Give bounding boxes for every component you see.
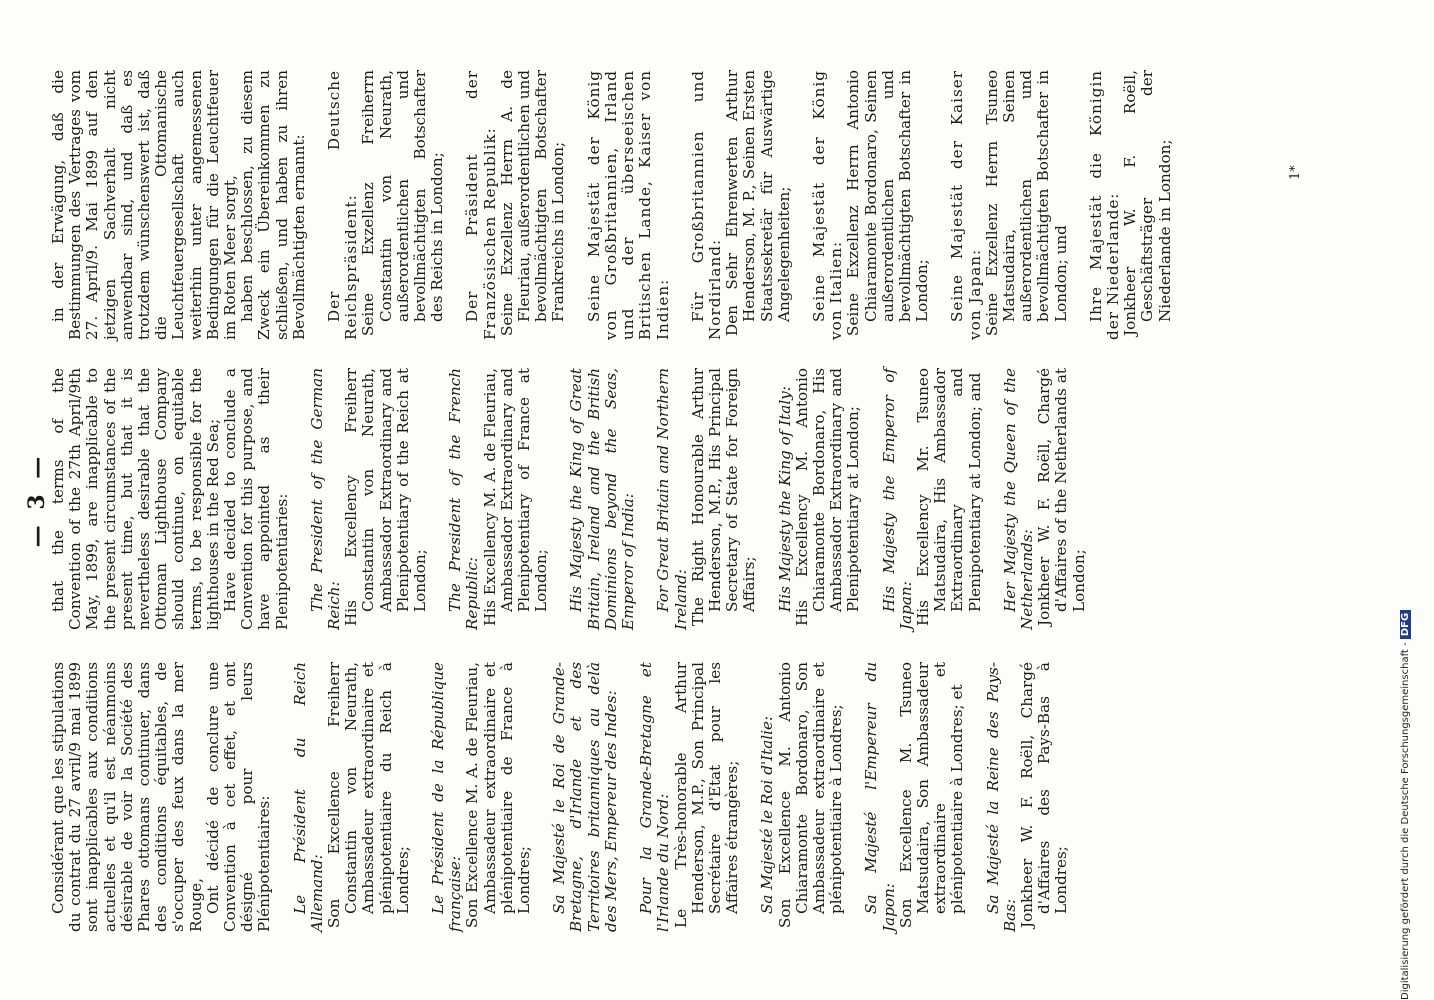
paragraph: haben beschlossen, zu diesem Zweck ein Übereinkommen zu schließen, und haben zu ihren Bevollmächtigten ernannt:	[238, 70, 308, 340]
plenipotentiary: Seine Exzellenz Freiherrn Constantin von Neurath, außerordentlichen und bevollmächtigten Botschafter des Reichs in London;	[359, 70, 447, 336]
paragraph: in der Erwägung, daß die Bestimmungen des Vertrages vom 27. April/9. Mai 1899 auf den jetzigen Sachverhalt nicht anwendbar sind, und daß es trotzdem wünschenswert ist, daß die Ottomanische Leuchtfeuergesellschaft auch weiterhin unter angemessenen Bedingungen für die Leuchtfeuer im Roten Meer sorgt,	[49, 70, 240, 340]
plenipotentiary: Seine Exzellenz Herrn Antonio Chiaramonte Bordonaro, Seinen außerordentlichen und bevollmächtigten Botschafter in London;	[844, 70, 932, 336]
plenipotentiary: His Excellency M. A. de Fleuriau, Ambassador Extraordinary and Plenipotentiary of France at London;	[480, 368, 551, 626]
sovereign-heading: His Majesty the King of Great Britain, Ireland and the British Dominions beyond the Seas, Emperor of India:	[567, 368, 638, 630]
plenipotentiary: His Excellency M. Antonio Chiaramonte Bordonaro, His Ambassador Extraordinary and Plenipotentiary at London;	[792, 368, 863, 626]
german-column	[50, 70, 1174, 340]
sovereign-heading: The President of the French Republic:	[446, 368, 482, 630]
sovereign-heading: Sa Majesté la Reine des Pays-Bas:	[983, 662, 1019, 932]
plenipotentiary: His Excellency Mr. Tsuneo Matsudaira, His Ambassador Extraordinary and Plenipotentiary at London; and	[913, 368, 984, 626]
plenipotentiary: Seine Exzellenz Herrn Tsuneo Matsudaira, Seinen außerordentlichen und bevollmächtigten Botschafter in London; und	[982, 70, 1070, 336]
sovereign-heading: Der Deutsche Reichspräsident:	[325, 70, 361, 340]
sovereign-heading: Der Präsident der Französischen Republik:	[463, 70, 499, 340]
sovereign-heading: Seine Majestät der König von Großbritannien, Irland und der überseeischen Britischen Lande, Kaiser von Indien:	[584, 70, 672, 340]
plenipotentiary: Seine Exzellenz Herrn A. de Fleuriau, außerordentlichen und bevollmächtigten Botschafter Frankreichs in London;	[497, 70, 568, 336]
paragraph: Considérant que les stipulations du contrat du 27 avril/9 mai 1899 sont inapplicables aux conditions actuelles et qu'il est néanmoins désirable de voir la Société des Phares ottomans continuer, dans des conditions équitables, de s'occuper des feux dans la mer Rouge,	[49, 662, 205, 932]
plenipotentiary: Son Excellence M. Tsuneo Matsudaira, Son Ambassadeur extraordinaire et plénipotentiaire à Londres; et	[896, 662, 967, 928]
plenipotentiary: Le Très-honorable Arthur Henderson, M.P., Son Principal Secrétaire d'Etat pour les Affaires étrangères;	[671, 662, 742, 928]
paragraph: Have decided to conclude a Convention for this purpose, and have appointed as their Plenipotentiaries:	[221, 368, 291, 630]
sovereign-heading: Für Großbritannien und Nordirland:	[688, 70, 724, 340]
plenipotentiary: His Excellency Freiherr Constantin von Neurath, Ambassador Extraordinary and Plenipotentiary of the Reich at London;	[342, 368, 430, 626]
sovereign-heading: Ihre Majestät die Königin der Niederlande:	[1086, 70, 1122, 340]
plenipotentiary: Jonkheer W. F. Roëll, Chargé d'Affaires of the Netherlands at London;	[1035, 368, 1088, 626]
sovereign-heading: Seine Majestät der König von Italien:	[809, 70, 846, 340]
french-column	[50, 662, 1071, 932]
sovereign-heading: Le Président du Reich Allemand:	[290, 662, 326, 932]
sovereign-heading: Sa Majesté le Roi de Grande-Bretagne, d'Irlande et des Territoires britanniques au delà des Mers, Empereur des Indes:	[550, 662, 620, 932]
sovereign-heading: For Great Britain and Northern Ireland:	[654, 368, 690, 630]
sovereign-heading: Pour la Grande-Bretagne et l'Irlande du Nord:	[637, 662, 673, 932]
sovereign-heading: Sa Majesté l'Empereur du Japon:	[862, 662, 898, 932]
english-column	[50, 368, 1088, 630]
page-number: — 3 —	[24, 452, 50, 548]
plenipotentiary: The Right Honourable Arthur Henderson, M.P., His Principal Secretary of State for Foreign Affairs;	[688, 368, 759, 626]
sovereign-heading: His Majesty the Emperor of Japan:	[879, 368, 915, 630]
sovereign-heading: Le Président de la République française:	[429, 662, 465, 932]
signature-mark: 1*	[1288, 165, 1303, 180]
sovereign-heading: Sa Majesté le Roi d'Italie:	[758, 715, 777, 914]
plenipotentiary: Son Excellence Freiherr Constantin von Neurath, Ambassadeur extraordinaire et plénipotentiaire du Reich à Londres;	[325, 662, 412, 928]
footer-text: Digitalisierung gefördert durch die Deutsche Forschungsgemeinschaft -	[1400, 642, 1411, 1000]
sovereign-heading: His Majesty the King of Italy:	[775, 386, 794, 612]
dfg-logo: DFG	[1400, 610, 1411, 639]
plenipotentiary: Den Sehr Ehrenwerten Arthur Henderson, M. P., Seinen Ersten Staatssekretär für Auswärtige Angelegenheiten;	[723, 70, 793, 336]
sovereign-heading: Seine Majestät der Kaiser von Japan:	[948, 70, 984, 340]
paragraph: Ont décidé de conclure une Convention à cet effet, et ont désigné pour leurs Plénipotentiaires:	[203, 662, 274, 932]
sovereign-heading: Her Majesty the Queen of the Netherlands:	[1000, 368, 1036, 630]
plenipotentiary: Jonkheer W. F. Roëll, Chargé d'Affaires des Pays-Bas à Londres;	[1017, 662, 1071, 928]
paragraph: that the terms of the Convention of the 27th April/9th May, 1899, are inapplicable to the present circumstances of the present time, but that it is nevertheless desirable that the Ottoman Lighthouse Company should continue, on equitable terms, to be responsible for the lighthouses in the Red Sea;	[49, 368, 222, 630]
plenipotentiary: Son Excellence M. A. de Fleuriau, Ambassadeur extraordinaire et plénipotentiaire de France à Londres;	[463, 662, 534, 928]
plenipotentiary: Jonkheer W. F. Roëll, Geschäftsträger der Niederlande in London;	[1121, 70, 1174, 336]
plenipotentiary: Son Excellence M. Antonio Chiaramonte Bordonaro, Son Ambassadeur extraordinaire et plénipotentiaire à Londres;	[775, 662, 846, 928]
sovereign-heading: The President of the German Reich:	[307, 368, 344, 630]
digitization-footer	[1400, 400, 1411, 1000]
